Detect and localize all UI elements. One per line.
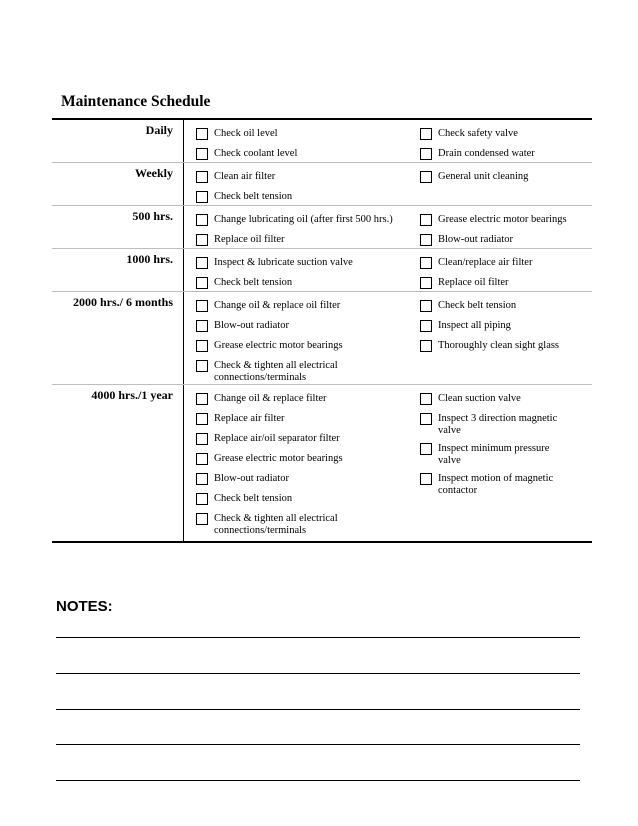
notes-label: NOTES: [56, 598, 113, 615]
checklist-item: Check & tighten all electrical connections/terminals [196, 360, 343, 384]
checklist-item: General unit cleaning [420, 171, 528, 183]
schedule-title: Maintenance Schedule [61, 93, 211, 110]
schedule-row-1000-hrs [52, 248, 592, 291]
checklist-item: Check oil level [196, 128, 297, 140]
column-divider [183, 292, 184, 384]
checklist-item: Blow-out radiator [196, 320, 343, 332]
checkbox[interactable] [196, 234, 208, 246]
checkbox[interactable] [420, 393, 432, 405]
checkbox[interactable] [420, 300, 432, 312]
checkbox[interactable] [196, 340, 208, 352]
checklist-item: Blow-out radiator [196, 473, 343, 485]
notes-line[interactable] [56, 637, 580, 638]
checklist-item: Clean suction valve [420, 393, 557, 405]
checkbox[interactable] [196, 214, 208, 226]
checklist-item: Check belt tension [196, 191, 292, 203]
checklist-item: Replace air/oil separator filter [196, 433, 343, 445]
checklist-item: Clean/replace air filter [420, 257, 532, 269]
row-label: 500 hrs. [132, 209, 173, 223]
checklist-item: Grease electric motor bearings [196, 340, 343, 352]
notes-line[interactable] [56, 780, 580, 781]
checkbox[interactable] [420, 148, 432, 160]
checklist-item: Drain condensed water [420, 148, 535, 160]
column-divider [183, 163, 184, 205]
checklist-item: Replace oil filter [420, 277, 532, 289]
checkbox[interactable] [196, 320, 208, 332]
row-label: Weekly [135, 166, 173, 180]
schedule-row-weekly [52, 162, 592, 205]
checkbox[interactable] [196, 413, 208, 425]
checklist-item: Check belt tension [420, 300, 559, 312]
schedule-row-500-hrs [52, 205, 592, 248]
checklist-item: Check & tighten all electrical connections/terminals [196, 513, 343, 537]
checklist-item: Replace air filter [196, 413, 343, 425]
checkbox[interactable] [196, 191, 208, 203]
checkbox[interactable] [196, 171, 208, 183]
row-label: 2000 hrs./ 6 months [72, 295, 173, 309]
checkbox[interactable] [196, 257, 208, 269]
row-label: Daily [145, 123, 173, 137]
checkbox[interactable] [420, 340, 432, 352]
checkbox[interactable] [196, 473, 208, 485]
column-divider [183, 206, 184, 248]
schedule-row-4000-hrs [52, 384, 592, 541]
checklist-item: Replace oil filter [196, 234, 393, 246]
checklist-item: Check belt tension [196, 493, 343, 505]
checkbox[interactable] [420, 277, 432, 289]
checklist-item: Grease electric motor bearings [196, 453, 343, 465]
checklist-item: Inspect 3 direction magnetic valve [420, 413, 557, 437]
column-divider [183, 120, 184, 162]
checklist-item: Check safety valve [420, 128, 535, 140]
maintenance-schedule-table [52, 118, 592, 543]
checkbox[interactable] [196, 433, 208, 445]
checkbox[interactable] [420, 443, 432, 455]
checkbox[interactable] [420, 128, 432, 140]
checkbox[interactable] [196, 360, 208, 372]
checklist-item: Grease electric motor bearings [420, 214, 567, 226]
checklist-item: Thoroughly clean sight glass [420, 340, 559, 352]
checkbox[interactable] [196, 453, 208, 465]
checkbox[interactable] [196, 300, 208, 312]
checkbox[interactable] [420, 234, 432, 246]
checklist-item: Check coolant level [196, 148, 297, 160]
checklist-item: Inspect & lubricate suction valve [196, 257, 353, 269]
checklist-item: Inspect all piping [420, 320, 559, 332]
checklist-item: Change lubricating oil (after first 500 hrs.) [196, 214, 393, 226]
schedule-row-daily [52, 120, 592, 162]
checkbox[interactable] [196, 277, 208, 289]
checklist-item: Change oil & replace oil filter [196, 300, 343, 312]
checklist-item: Inspect motion of magnetic contactor [420, 473, 557, 497]
checklist-item: Inspect minimum pressure valve [420, 443, 557, 467]
checkbox[interactable] [420, 473, 432, 485]
checklist-item: Change oil & replace filter [196, 393, 343, 405]
checkbox[interactable] [196, 148, 208, 160]
checklist-item: Blow-out radiator [420, 234, 567, 246]
row-label: 4000 hrs./1 year [91, 388, 173, 402]
checkbox[interactable] [196, 493, 208, 505]
checklist-item: Check belt tension [196, 277, 353, 289]
checklist-item: Clean air filter [196, 171, 292, 183]
column-divider [183, 249, 184, 291]
schedule-row-2000-hrs [52, 291, 592, 384]
checkbox[interactable] [196, 393, 208, 405]
notes-line[interactable] [56, 673, 580, 674]
column-divider [183, 385, 184, 541]
checkbox[interactable] [420, 320, 432, 332]
checkbox[interactable] [420, 257, 432, 269]
notes-line[interactable] [56, 744, 580, 745]
notes-line[interactable] [56, 709, 580, 710]
checkbox[interactable] [420, 214, 432, 226]
row-label: 1000 hrs. [126, 252, 173, 266]
checkbox[interactable] [196, 513, 208, 525]
checkbox[interactable] [420, 413, 432, 425]
checkbox[interactable] [196, 128, 208, 140]
checkbox[interactable] [420, 171, 432, 183]
